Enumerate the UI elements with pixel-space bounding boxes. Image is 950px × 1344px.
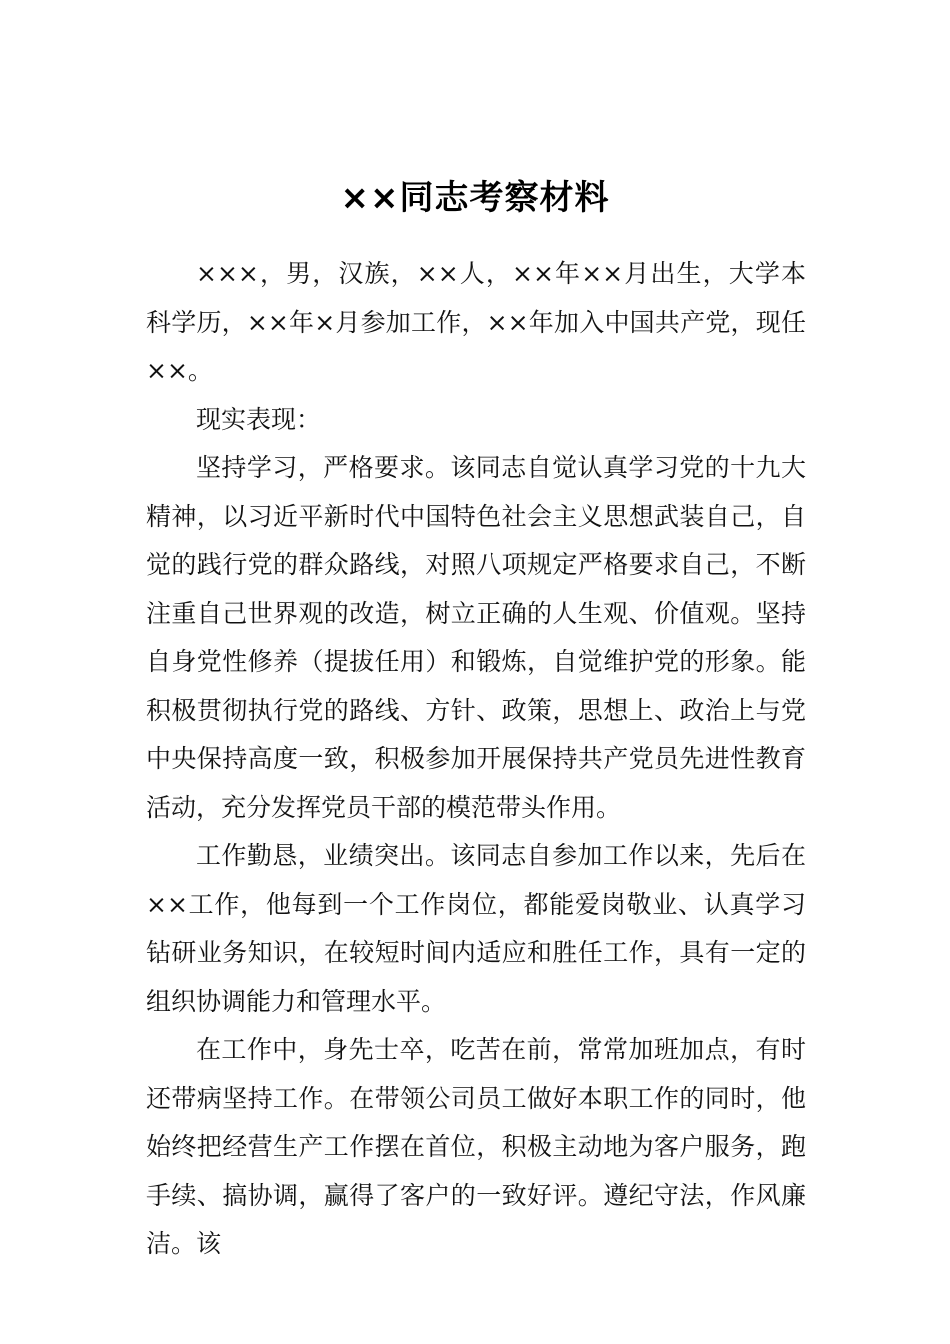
paragraph-study: 坚持学习，严格要求。该同志自觉认真学习党的十九大精神，以习近平新时代中国特色社会主义思想武装自己，自觉的践行党的群众路线，对照八项规定严格要求自己，不断注重自己世界观的改造，树立正确的人生观、价值观。坚持自身党性修养（提拔任用）和锻炼，自觉维护党的形象。能积极贯彻执行党的路线、方针、政策，思想上、政治上与党中央保持高度一致，积极参加开展保持共产党员先进性教育活动，充分发挥党员干部的模范带头作用。 (146, 453, 806, 822)
paragraph-dedication: 在工作中，身先士卒，吃苦在前，常常加班加点，有时还带病坚持工作。在带领公司员工做好本职工作的同时，他始终把经营生产工作摆在首位，积极主动地为客户服务，跑手续、搞协调，赢得了客户的一致好评。遵纪守法，作风廉洁。该 (146, 1035, 806, 1258)
document-body (146, 250, 806, 1269)
document-title: ××同志考察材料 (340, 178, 610, 218)
paragraph-work: 工作勤恳，业绩突出。该同志自参加工作以来，先后在××工作，他每到一个工作岗位，都能爱岗敬业、认真学习钻研业务知识，在较短时间内适应和胜任工作，具有一定的组织协调能力和管理水平。 (146, 841, 806, 1016)
paragraph-heading-performance: 现实表现： (196, 404, 322, 434)
paragraph-personal-info: ×××，男，汉族，××人，××年××月出生，大学本科学历，××年×月参加工作，××年加入中国共产党，现任××。 (146, 259, 806, 385)
